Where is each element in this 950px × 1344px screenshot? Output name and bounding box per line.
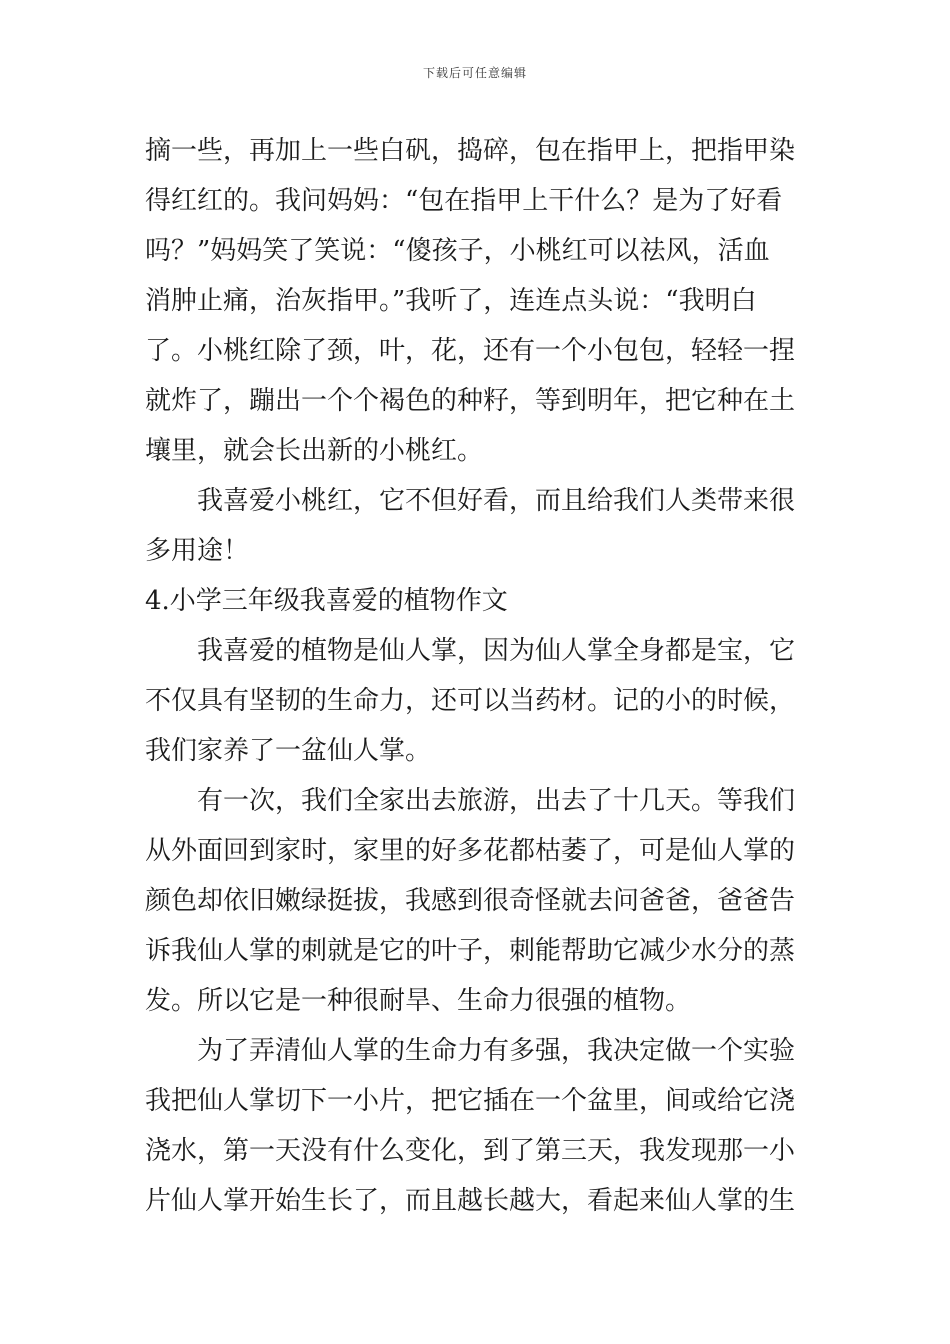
text-line: 不仅具有坚韧的生命力，还可以当药材。记的小的时候， xyxy=(145,686,796,716)
text-line: 诉我仙人掌的刺就是它的叶子，刺能帮助它减少水分的蒸 xyxy=(145,936,796,966)
text-line: 多用途！ xyxy=(145,536,250,566)
text-line: 壤里，就会长出新的小桃红。 xyxy=(145,436,484,466)
section-heading: 4.小学三年级我喜爱的植物作文 xyxy=(145,586,508,616)
document-body xyxy=(145,126,807,1226)
text-line: 消肿止痛，治灰指甲。”我听了，连连点头说：“我明白 xyxy=(145,286,757,316)
text-line: 从外面回到家时，家里的好多花都枯萎了，可是仙人掌的 xyxy=(145,836,796,866)
paragraph-start-line: 有一次，我们全家出去旅游，出去了十几天。等我们 xyxy=(197,786,796,816)
text-line: 我们家养了一盆仙人掌。 xyxy=(145,736,432,766)
paragraph-start-line: 我喜爱的植物是仙人掌，因为仙人掌全身都是宝，它 xyxy=(197,636,796,666)
text-line: 就炸了，蹦出一个个褐色的种籽，等到明年，把它种在土 xyxy=(145,386,796,416)
text-line: 了。小桃红除了颈，叶，花，还有一个小包包，轻轻一捏 xyxy=(145,336,796,366)
paragraph-start-line: 我喜爱小桃红，它不但好看，而且给我们人类带来很 xyxy=(197,486,796,516)
text-line: 摘一些，再加上一些白矾，捣碎，包在指甲上，把指甲染 xyxy=(145,136,796,166)
text-line: 片仙人掌开始生长了，而且越长越大，看起来仙人掌的生 xyxy=(145,1186,796,1216)
text-line: 吗？”妈妈笑了笑说：“傻孩子，小桃红可以祛风，活血 xyxy=(145,236,770,266)
page-header: 下载后可任意编辑 xyxy=(422,66,527,80)
text-line: 颜色却依旧嫩绿挺拔，我感到很奇怪就去问爸爸，爸爸告 xyxy=(145,886,796,916)
text-line: 得红红的。我问妈妈：“包在指甲上干什么？是为了好看 xyxy=(145,186,783,216)
paragraph-start-line: 为了弄清仙人掌的生命力有多强，我决定做一个实验 xyxy=(197,1036,796,1066)
text-line: 浇水，第一天没有什么变化，到了第三天，我发现那一小 xyxy=(145,1136,796,1166)
text-line: 发。所以它是一种很耐旱、生命力很强的植物。 xyxy=(145,986,692,1016)
text-line: 我把仙人掌切下一小片，把它插在一个盆里，间或给它浇 xyxy=(145,1086,796,1116)
